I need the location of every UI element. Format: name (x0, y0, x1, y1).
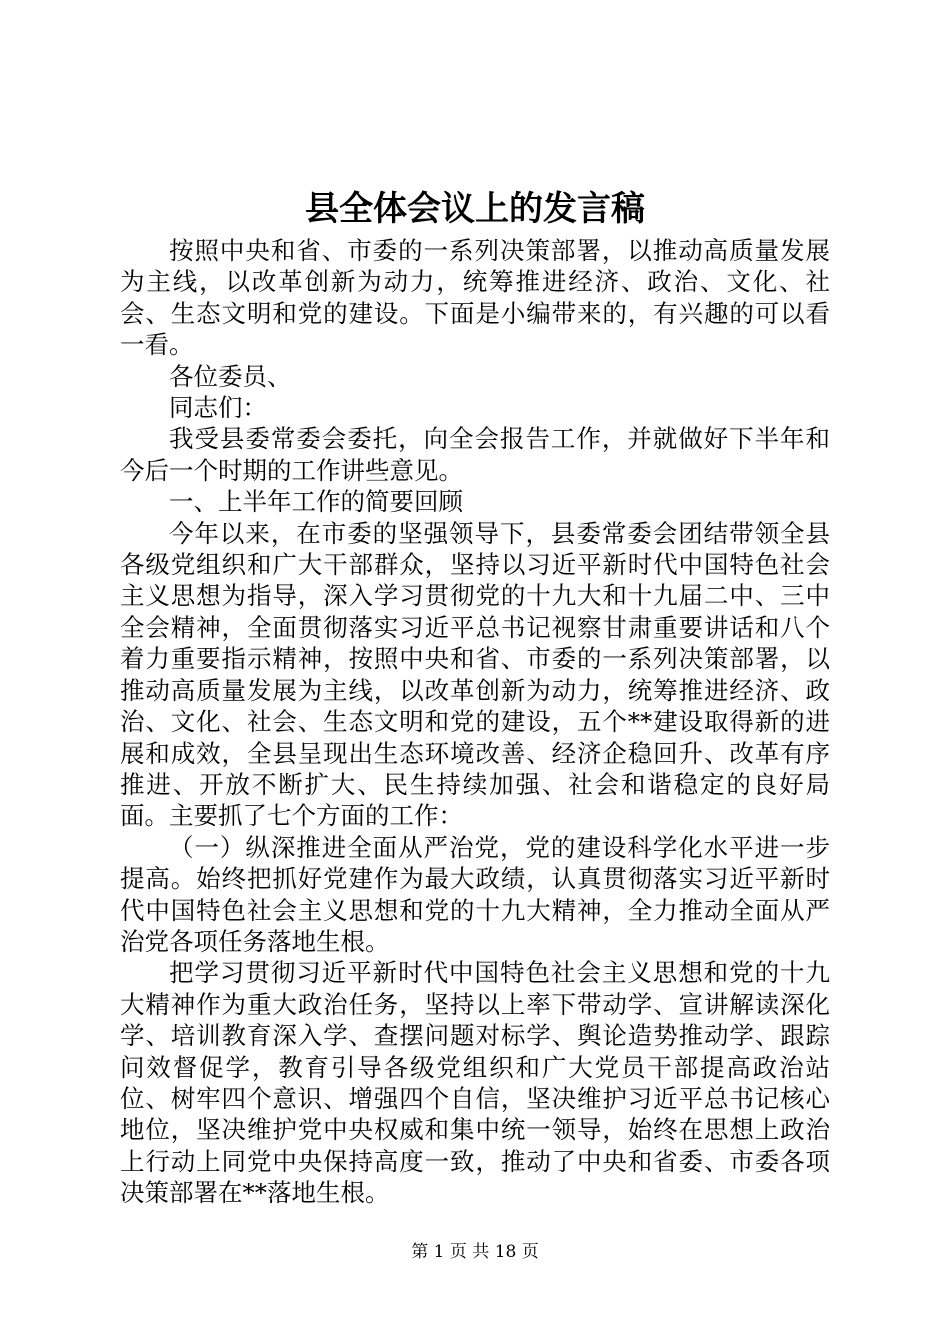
document-title: 县全体会议上的发言稿 (305, 189, 645, 229)
document-body (120, 235, 830, 1209)
paragraph: 各位委员、 (169, 361, 292, 391)
paragraph: 今年以来，在市委的坚强领导下，县委常委会团结带领全县各级党组织和广大干部群众，坚持以习近平新时代中国特色社会主义思想为指导，深入学习贯彻党的十九大和十九届二中、三中全会精神，全面贯彻落实习近平总书记视察甘肃重要讲话和八个着力重要指示精神，按照中央和省、市委的一系列决策部署，以推动高质量发展为主线，以改革创新为动力，统筹推进经济、政治、文化、社会、生态文明和党的建设，五个**建设取得新的进展和成效，全县呈现出生态环境改善、经济企稳回升、改革有序推进、开放不断扩大、民生持续加强、社会和谐稳定的良好局面。主要抓了七个方面的工作： (120, 518, 830, 831)
paragraph: 我受县委常委会委托，向全会报告工作，并就做好下半年和今后一个时期的工作讲些意见。 (120, 424, 830, 485)
paragraph: 同志们： (169, 393, 267, 423)
paragraph: 按照中央和省、市委的一系列决策部署，以推动高质量发展为主线，以改革创新为动力，统筹推进经济、政治、文化、社会、生态文明和党的建设。下面是小编带来的，有兴趣的可以看一看。 (120, 236, 830, 360)
paragraph: 把学习贯彻习近平新时代中国特色社会主义思想和党的十九大精神作为重大政治任务，坚持以上率下带动学、宣讲解读深化学、培训教育深入学、查摆问题对标学、舆论造势推动学、跟踪问效督促学，教育引导各级党组织和广大党员干部提高政治站位、树牢四个意识、增强四个自信，坚决维护习近平总书记核心地位，坚决维护党中央权威和集中统一领导，始终在思想上政治上行动上同党中央保持高度一致，推动了中央和省委、市委各项决策部署在**落地生根。 (120, 958, 830, 1208)
page-footer: 第 1 页 共 18 页 (411, 1242, 539, 1262)
paragraph: （一）纵深推进全面从严治党，党的建设科学化水平进一步提高。始终把抓好党建作为最大政绩，认真贯彻落实习近平新时代中国特色社会主义思想和党的十九大精神，全力推动全面从严治党各项任务落地生根。 (120, 832, 830, 956)
section-heading: 一、上半年工作的简要回顾 (169, 487, 463, 517)
